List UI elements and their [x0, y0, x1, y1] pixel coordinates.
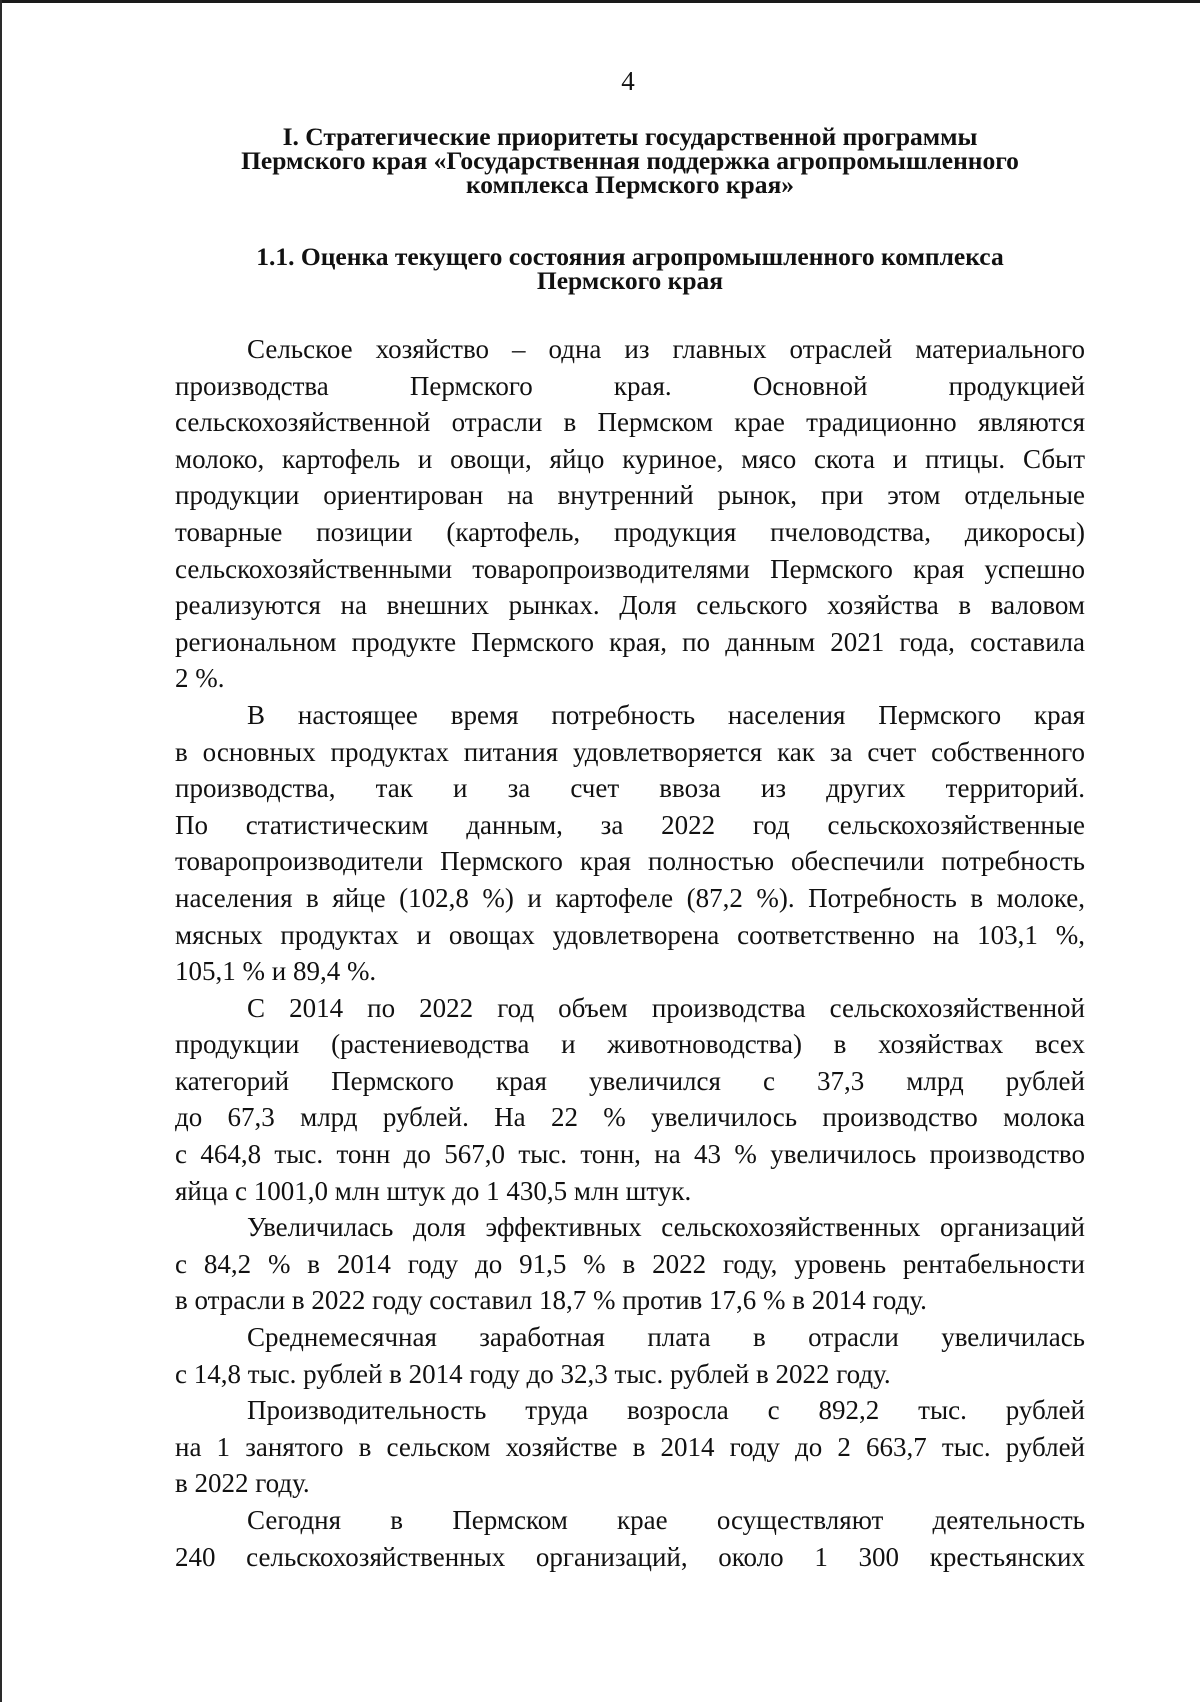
paragraph	[175, 1502, 1085, 1575]
paragraph-line: Производительность труда возросла с 892,2 тыс. рублей	[247, 1395, 1085, 1426]
section-title-line: Пермского края «Государственная поддержка агропромышленного	[241, 146, 1019, 175]
paragraph	[175, 990, 1085, 1210]
section-title	[175, 122, 1085, 199]
paragraph-line: с 464,8 тыс. тонн до 567,0 тыс. тонн, на 43 % увеличилось производство	[175, 1139, 1085, 1170]
paragraph-line: сельскохозяйственными товаропроизводителями Пермского края успешно	[175, 553, 1085, 584]
paragraph-line: продукции ориентирован на внутренний рынок, при этом отдельные	[175, 480, 1085, 511]
section-title-line: I. Стратегические приоритеты государственной программы	[282, 122, 978, 151]
paragraph-line: населения в яйце (102,8 %) и картофеле (87,2 %). Потребность в молоке,	[175, 882, 1085, 913]
paragraph-line: Увеличилась доля эффективных сельскохозяйственных организаций	[247, 1212, 1085, 1243]
paragraph-line: Сельское хозяйство – одна из главных отраслей материального	[247, 334, 1085, 364]
paragraph-line: до 67,3 млрд рублей. На 22 % увеличилось производство молока	[175, 1102, 1085, 1133]
subsection-title	[175, 242, 1085, 295]
paragraph-line: в основных продуктах питания удовлетворяется как за счет собственного	[175, 736, 1085, 767]
paragraph-line: производства, так и за счет ввоза из других территорий.	[175, 773, 1085, 804]
paragraph-line: Сегодня в Пермском крае осуществляют деятельность	[247, 1505, 1085, 1535]
paragraph-line: Среднемесячная заработная плата в отрасли увеличилась	[247, 1322, 1085, 1353]
document-body	[175, 331, 1085, 1575]
paragraph-line: 2 %.	[175, 663, 225, 694]
paragraph-line: В настоящее время потребность населения Пермского края	[247, 699, 1085, 730]
paragraph	[175, 697, 1085, 990]
scan-border-top	[0, 0, 1200, 3]
paragraph-line: товаропроизводители Пермского края полностью обеспечили потребность	[175, 846, 1085, 877]
paragraph-line: товарные позиции (картофель, продукция пчеловодства, дикоросы)	[175, 516, 1085, 547]
paragraph-line: в отрасли в 2022 году составил 18,7 % против 17,6 % в 2014 году.	[175, 1285, 927, 1316]
paragraph-line: производства Пермского края. Основной продукцией	[175, 370, 1085, 401]
paragraph-line: с 14,8 тыс. рублей в 2014 году до 32,3 тыс. рублей в 2022 году.	[175, 1358, 891, 1389]
paragraph	[175, 331, 1085, 697]
paragraph	[175, 1319, 1085, 1392]
paragraph-line: По статистическим данным, за 2022 год сельскохозяйственные	[175, 809, 1085, 840]
paragraph-line: с 84,2 % в 2014 году до 91,5 % в 2022 году, уровень рентабельности	[175, 1248, 1085, 1279]
paragraph-line: яйца с 1001,0 млн штук до 1 430,5 млн штук.	[175, 1175, 692, 1206]
section-title-line: комплекса Пермского края»	[465, 170, 795, 199]
paragraph-line: реализуются на внешних рынках. Доля сельского хозяйства в валовом	[175, 590, 1085, 621]
paragraph-line: 240 сельскохозяйственных организаций, около 1 300 крестьянских	[175, 1541, 1085, 1572]
paragraph	[175, 1392, 1085, 1502]
paragraph-line: молоко, картофель и овощи, яйцо куриное, мясо скота и птицы. Сбыт	[175, 443, 1085, 474]
paragraph	[175, 1209, 1085, 1319]
subsection-title-line: 1.1. Оценка текущего состояния агропромышленного комплекса	[256, 242, 1004, 271]
paragraph-line: категорий Пермского края увеличился с 37,3 млрд рублей	[175, 1065, 1085, 1096]
paragraph-line: С 2014 по 2022 год объем производства сельскохозяйственной	[247, 992, 1085, 1023]
paragraph-line: продукции (растениеводства и животноводства) в хозяйствах всех	[175, 1029, 1085, 1060]
paragraph-line: региональном продукте Пермского края, по данным 2021 года, составила	[175, 626, 1085, 657]
page-number: 4	[621, 66, 635, 96]
paragraph-line: сельскохозяйственной отрасли в Пермском крае традиционно являются	[175, 407, 1085, 438]
subsection-title-line: Пермского края	[536, 266, 724, 295]
scan-border-left	[0, 0, 2, 1702]
paragraph-line: на 1 занятого в сельском хозяйстве в 2014 году до 2 663,7 тыс. рублей	[175, 1431, 1085, 1462]
paragraph-line: мясных продуктах и овощах удовлетворена соответственно на 103,1 %,	[175, 919, 1085, 950]
paragraph-line: 105,1 % и 89,4 %.	[175, 956, 377, 987]
paragraph-line: в 2022 году.	[175, 1468, 310, 1499]
